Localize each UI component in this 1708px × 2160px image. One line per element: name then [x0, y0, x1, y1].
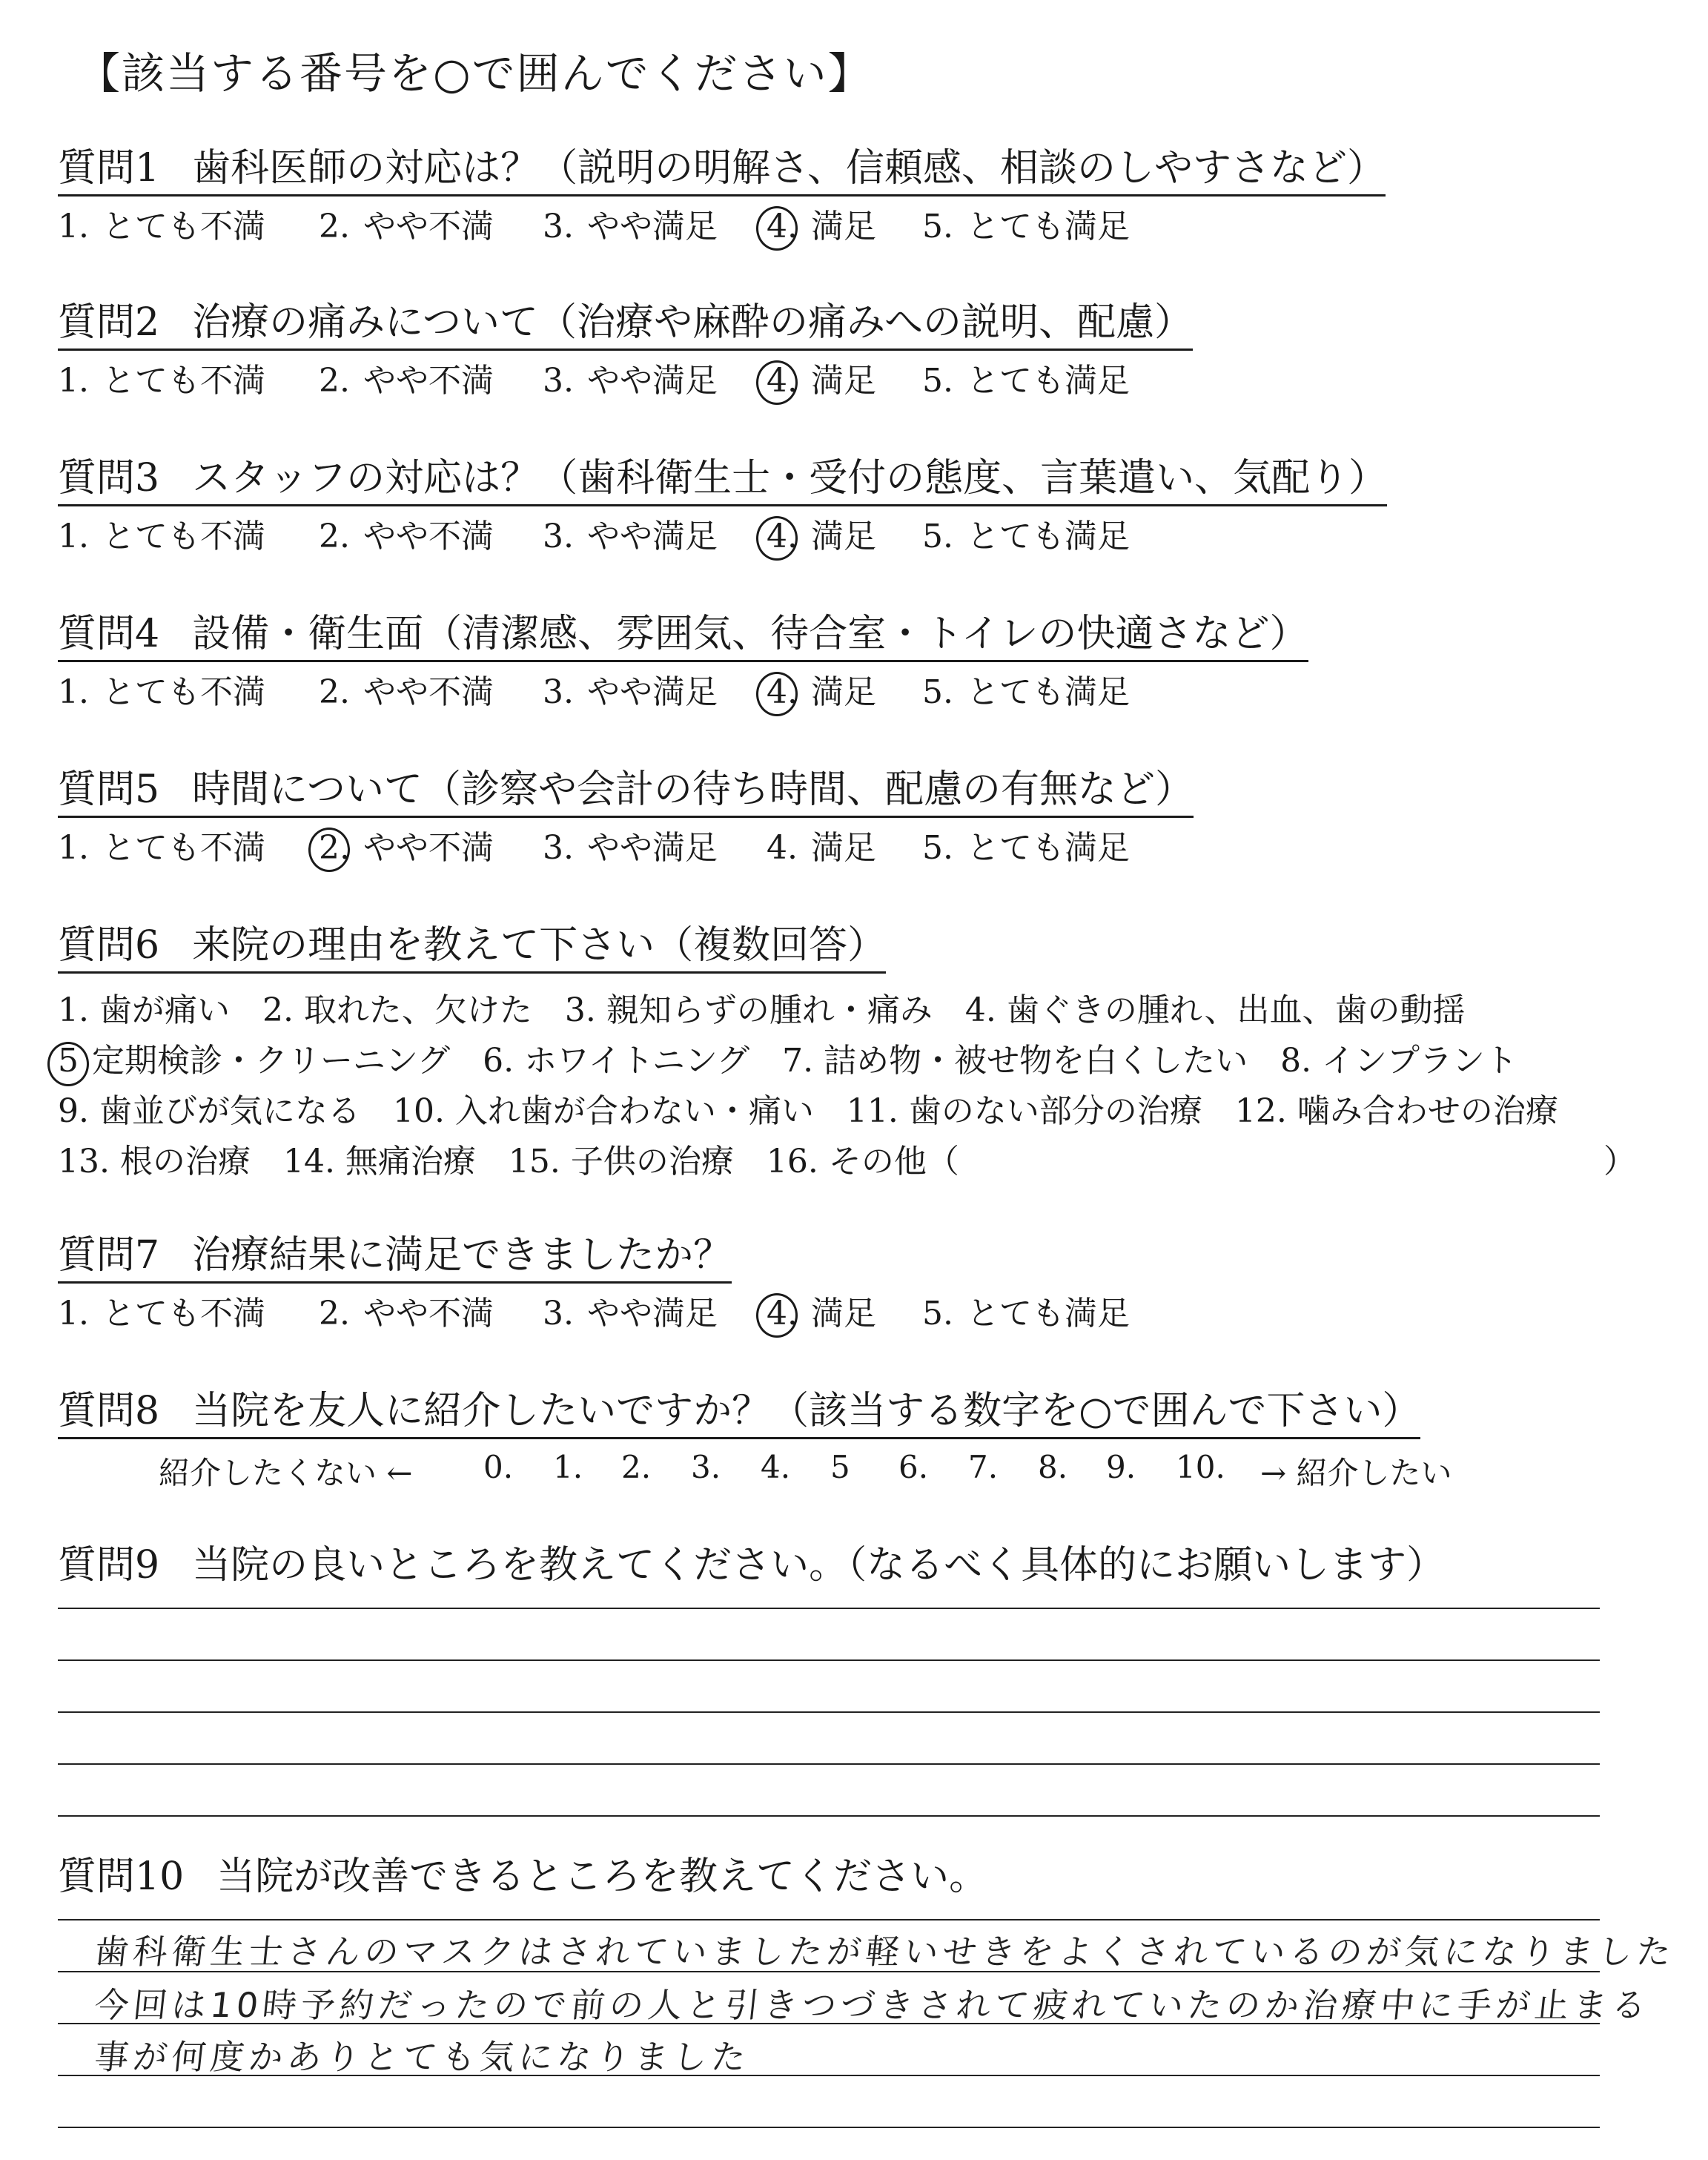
question-10-heading — [58, 1854, 987, 1903]
q7-option-2[interactable] — [319, 1293, 494, 1335]
q9-answer-line-1[interactable] — [58, 1608, 1600, 1609]
q4-option-5-label: とても満足 — [966, 673, 1130, 711]
q5-option-5-number: 5. — [922, 829, 953, 867]
question-9-text: 当院の良いところを教えてください。（なるべく具体的にお願いします） — [192, 1543, 1446, 1588]
q10-handwritten-line-2: 今回は10時予約だったので前の人と引きつづきされて疲れていたのか治療中に手が止まる — [92, 1985, 1653, 2025]
q5-option-1-number: 1. — [58, 829, 89, 867]
question-3-heading — [58, 455, 1387, 506]
q6-row-2 — [58, 1034, 1518, 1080]
q2-option-3-number: 3. — [543, 362, 574, 400]
q2-option-2[interactable] — [319, 360, 494, 402]
q8-scale-value-7[interactable]: 7. — [968, 1449, 999, 1485]
question-6-heading — [58, 922, 886, 974]
question-7-label: 質問7 — [58, 1233, 160, 1278]
q8-scale-value-4[interactable]: 4. — [761, 1449, 791, 1485]
q6-row-1: 1. 歯が痛い 2. 取れた、欠けた 3. 親知らずの腫れ・痛み 4. 歯ぐきの腫れ、出血、歯の動揺 — [58, 991, 1466, 1029]
question-10-label: 質問10 — [58, 1855, 185, 1899]
q4-option-2-number: 2. — [319, 673, 350, 711]
q5-option-1-label: とても不満 — [102, 829, 265, 867]
question-7-heading — [58, 1232, 732, 1284]
q4-option-2[interactable] — [319, 672, 494, 713]
q3-option-5[interactable] — [922, 516, 1130, 558]
q1-option-5-number: 5. — [922, 208, 953, 245]
q7-option-3-label: やや満足 — [586, 1295, 718, 1332]
q6-row-3: 9. 歯並びが気になる 10. 入れ歯が合わない・痛い 11. 歯のない部分の治療 12. 噛み合わせの治療 — [58, 1092, 1558, 1130]
q4-option-4[interactable] — [767, 672, 876, 713]
q7-option-2-number: 2. — [319, 1295, 350, 1332]
q8-scale-value-5[interactable]: 5 — [830, 1449, 850, 1485]
q3-option-1-label: とても不満 — [102, 518, 265, 555]
question-5-label: 質問5 — [58, 767, 160, 812]
question-5-heading — [58, 767, 1194, 818]
q6-row-2-text: 定期検診・クリーニング 6. ホワイトニング 7. 詰め物・被せ物を白くしたい 8. インプラント — [92, 1042, 1518, 1080]
q3-option-3-label: やや満足 — [586, 518, 718, 555]
question-3-text: スタッフの対応は？（歯科衛生士・受付の態度、言葉遣い、気配り） — [192, 456, 1388, 501]
q3-option-1-number: 1. — [58, 518, 89, 555]
q3-option-2-number: 2. — [319, 518, 350, 555]
question-5-text: 時間について（診察や会計の待ち時間、配慮の有無など） — [192, 767, 1194, 812]
question-8-scale — [0, 1449, 1708, 1493]
q6-option-5[interactable] — [58, 1042, 92, 1080]
q9-answer-line-2[interactable] — [58, 1659, 1600, 1661]
q7-option-2-label: やや不満 — [363, 1295, 494, 1332]
q6-row-4-text: 13. 根の治療 14. 無痛治療 15. 子供の治療 16. その他（ — [58, 1143, 959, 1180]
question-8-heading — [58, 1388, 1420, 1439]
q4-option-2-label: やや不満 — [363, 673, 494, 711]
q8-scale-value-6[interactable]: 6. — [898, 1449, 929, 1485]
question-2-label: 質問2 — [58, 300, 160, 345]
q7-option-1-label: とても不満 — [102, 1295, 265, 1332]
question-1-heading — [58, 145, 1386, 196]
q4-option-3[interactable] — [543, 672, 718, 713]
q4-option-5[interactable] — [922, 672, 1130, 713]
question-7-text: 治療結果に満足できましたか？ — [192, 1233, 732, 1278]
q3-option-1[interactable] — [58, 516, 265, 558]
q7-option-5[interactable] — [922, 1293, 1130, 1335]
q8-scale-value-0[interactable]: 0. — [483, 1449, 514, 1485]
q7-option-3[interactable] — [543, 1293, 718, 1335]
q3-option-3-number: 3. — [543, 518, 574, 555]
question-4-label: 質問4 — [58, 612, 160, 656]
q8-scale-value-3[interactable]: 3. — [691, 1449, 721, 1485]
q1-option-2-label: やや不満 — [363, 208, 494, 245]
q7-option-4[interactable] — [767, 1293, 876, 1335]
q7-option-1[interactable] — [58, 1293, 265, 1335]
q2-option-4-label: 満足 — [810, 362, 876, 400]
q5-option-2-label: やや不満 — [363, 829, 494, 867]
question-3-label: 質問3 — [58, 456, 160, 501]
q1-option-1-label: とても不満 — [102, 208, 265, 245]
q10-handwritten-line-3: 事が何度かありとても気になりました — [92, 2037, 752, 2077]
q1-option-2[interactable] — [319, 206, 494, 248]
q8-scale-right-label: → 紹介したい — [1260, 1455, 1452, 1491]
q3-option-4-number: 4. — [767, 516, 798, 558]
question-1-label: 質問1 — [58, 146, 160, 191]
question-4-heading — [58, 611, 1308, 662]
q2-option-2-label: やや不満 — [363, 362, 494, 400]
q2-option-1[interactable] — [58, 360, 265, 402]
q8-scale-value-8[interactable]: 8. — [1038, 1449, 1068, 1485]
q5-option-5[interactable] — [922, 828, 1130, 869]
q5-option-1[interactable] — [58, 828, 265, 869]
q7-option-4-label: 満足 — [810, 1295, 876, 1332]
q10-answer-line-5[interactable] — [58, 2127, 1600, 2128]
q1-option-1[interactable] — [58, 206, 265, 248]
q6-option-5-number: 5 — [58, 1042, 79, 1080]
page-title: 【該当する番号を○で囲んでください】 — [77, 48, 873, 99]
q5-option-3[interactable] — [543, 828, 718, 869]
q3-option-2-label: やや不満 — [363, 518, 494, 555]
question-9-heading — [58, 1542, 1445, 1591]
q1-option-3[interactable] — [543, 206, 718, 248]
q5-option-2[interactable] — [319, 828, 494, 869]
q1-option-4-number: 4. — [767, 206, 798, 248]
question-2-text: 治療の痛みについて（治療や麻酔の痛みへの説明、配慮） — [192, 300, 1194, 345]
q1-option-1-number: 1. — [58, 208, 89, 245]
q4-option-3-label: やや満足 — [586, 673, 718, 711]
q1-option-5-label: とても満足 — [966, 208, 1130, 245]
q1-option-3-label: やや満足 — [586, 208, 718, 245]
q1-option-3-number: 3. — [543, 208, 574, 245]
q2-option-4[interactable] — [767, 360, 876, 402]
q4-option-3-number: 3. — [543, 673, 574, 711]
q10-answer-line-1[interactable] — [58, 1919, 1600, 1920]
q5-option-2-number: 2. — [319, 828, 350, 869]
q5-option-5-label: とても満足 — [966, 829, 1130, 867]
question-9-label: 質問9 — [58, 1543, 160, 1588]
q9-answer-line-3[interactable] — [58, 1711, 1600, 1713]
q1-option-4[interactable] — [767, 206, 876, 248]
q7-option-1-number: 1. — [58, 1295, 89, 1332]
q3-option-4[interactable] — [767, 516, 876, 558]
q10-handwritten-line-1: 歯科衛生士さんのマスクはされていましたが軽いせきをよくされているのが気になりました — [92, 1932, 1678, 1972]
q2-option-2-number: 2. — [319, 362, 350, 400]
question-6-text: 来院の理由を教えて下さい（複数回答） — [192, 923, 887, 968]
q8-scale-left-label: 紹介したくない ← — [159, 1455, 413, 1491]
q2-option-1-label: とても不満 — [102, 362, 265, 400]
q6-other-close-paren: ） — [1603, 1143, 1636, 1180]
q2-option-5-label: とても満足 — [966, 362, 1130, 400]
question-10-text: 当院が改善できるところを教えてください。 — [216, 1855, 988, 1899]
q2-option-1-number: 1. — [58, 362, 89, 400]
q7-option-4-number: 4. — [767, 1293, 798, 1335]
q2-option-4-number: 4. — [767, 360, 798, 402]
q1-option-4-label: 満足 — [810, 208, 876, 245]
q9-answer-line-5[interactable] — [58, 1815, 1600, 1817]
q4-option-1-number: 1. — [58, 673, 89, 711]
q3-option-5-label: とても満足 — [966, 518, 1130, 555]
q4-option-1[interactable] — [58, 672, 265, 713]
q2-option-5-number: 5. — [922, 362, 953, 400]
q2-option-5[interactable] — [922, 360, 1130, 402]
q4-option-1-label: とても不満 — [102, 673, 265, 711]
q5-option-4-number: 4. — [767, 829, 798, 867]
q6-row-4 — [58, 1135, 1636, 1180]
q1-option-5[interactable] — [922, 206, 1130, 248]
q8-scale-value-2[interactable]: 2. — [621, 1449, 652, 1485]
q4-option-4-number: 4. — [767, 672, 798, 713]
q3-option-3[interactable] — [543, 516, 718, 558]
question-8-label: 質問8 — [58, 1389, 160, 1433]
question-4-text: 設備・衛生面（清潔感、雰囲気、待合室・トイレの快適さなど） — [192, 612, 1308, 656]
q7-option-5-number: 5. — [922, 1295, 953, 1332]
q8-scale-value-10[interactable]: 10. — [1176, 1449, 1225, 1485]
q2-option-3-label: やや満足 — [586, 362, 718, 400]
q3-option-4-label: 満足 — [810, 518, 876, 555]
question-6-label: 質問6 — [58, 923, 160, 968]
q5-option-4-label: 満足 — [810, 829, 876, 867]
q2-option-3[interactable] — [543, 360, 718, 402]
q1-option-2-number: 2. — [319, 208, 350, 245]
q4-option-5-number: 5. — [922, 673, 953, 711]
q8-scale-value-9[interactable]: 9. — [1106, 1449, 1136, 1485]
question-8-text: 当院を友人に紹介したいですか？（該当する数字を○で囲んで下さい） — [192, 1389, 1421, 1433]
q7-option-3-number: 3. — [543, 1295, 574, 1332]
q3-option-2[interactable] — [319, 516, 494, 558]
question-1-text: 歯科医師の対応は？（説明の明解さ、信頼感、相談のしやすさなど） — [192, 146, 1386, 191]
q5-option-3-number: 3. — [543, 829, 574, 867]
q5-option-4[interactable] — [767, 828, 876, 869]
q5-option-3-label: やや満足 — [586, 829, 718, 867]
question-2-heading — [58, 300, 1193, 351]
q3-option-5-number: 5. — [922, 518, 953, 555]
q9-answer-line-4[interactable] — [58, 1763, 1600, 1765]
q8-scale-value-1[interactable]: 1. — [553, 1449, 583, 1485]
q7-option-5-label: とても満足 — [966, 1295, 1130, 1332]
q4-option-4-label: 満足 — [810, 673, 876, 711]
